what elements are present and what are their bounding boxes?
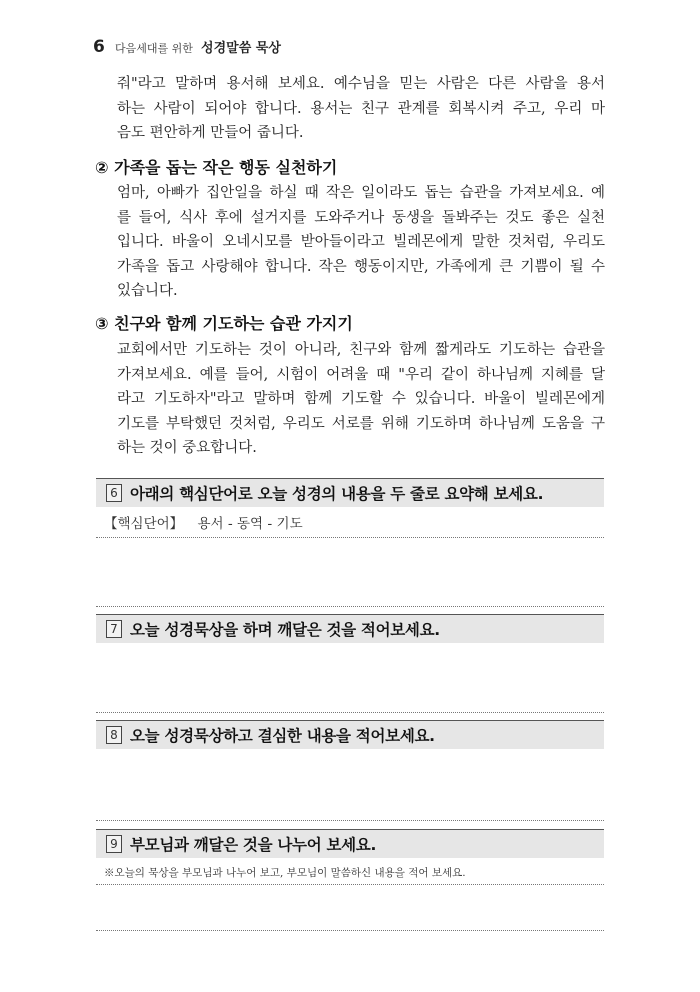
section-paragraph-prayer — [117, 338, 605, 461]
question-number: 7 — [106, 620, 122, 638]
paragraph-line: 입니다. 바울이 오네시모를 받아들이라고 빌레몬에게 말한 것처럼, 우리도 — [117, 234, 605, 250]
page-number: 6 — [93, 37, 105, 57]
paragraph-line: 를 들어, 식사 후에 설거지를 도와주거나 동생을 돌봐주는 것도 좋은 실천 — [117, 209, 605, 226]
paragraph-line: 하는 사람이 되어야 합니다. 용서는 친구 관계를 회복시켜 주고, 우리 마 — [117, 100, 605, 117]
question-text: 오늘 성경묵상하고 결심한 내용을 적어보세요. — [130, 727, 435, 745]
keywords-line — [104, 512, 303, 532]
intro-paragraph — [117, 72, 605, 146]
writing-line[interactable] — [96, 712, 604, 713]
section-heading-family: ② 가족을 돕는 작은 행동 실천하기 — [95, 158, 338, 177]
section-paragraph-family — [117, 181, 605, 304]
writing-line[interactable] — [96, 820, 604, 821]
keywords-label: 【핵심단어】 — [104, 516, 184, 532]
question-number: 6 — [106, 484, 122, 502]
question-text: 오늘 성경묵상을 하며 깨달은 것을 적어보세요. — [130, 621, 440, 639]
paragraph-line: 가져보세요. 예를 들어, 시험이 어려울 때 "우리 같이 하나님께 지혜를 달 — [117, 366, 605, 383]
paragraph-line: 가족을 돕고 사랑해야 합니다. 작은 행동이지만, 가족에게 큰 기쁨이 될 수 — [117, 258, 605, 275]
paragraph-line: 기도를 부탁했던 것처럼, 우리도 서로를 위해 기도하며 하나님께 도움을 구 — [117, 415, 605, 432]
page-header — [93, 37, 281, 57]
question-box-8 — [96, 720, 604, 749]
question-text: 아래의 핵심단어로 오늘 성경의 내용을 두 줄로 요약해 보세요. — [130, 485, 544, 503]
paragraph-line: 줘"라고 말하며 용서해 보세요. 예수님을 믿는 사람은 다른 사람을 용서 — [117, 76, 605, 92]
series-label: 다음세대를 위한 — [114, 42, 193, 55]
writing-line[interactable] — [96, 930, 604, 931]
paragraph-line: 하는 것이 중요합니다. — [117, 440, 257, 456]
paragraph-line: 엄마, 아빠가 집안일을 하실 때 작은 일이라도 돕는 습관을 가져보세요. 예 — [117, 185, 605, 201]
writing-line[interactable] — [96, 537, 604, 538]
paragraph-line: 교회에서만 기도하는 것이 아니라, 친구와 함께 짧게라도 기도하는 습관을 — [117, 342, 605, 358]
instruction-note: ※오늘의 묵상을 부모님과 나누어 보고, 부모님이 말씀하신 내용을 적어 보세요. — [104, 867, 466, 879]
paragraph-line: 있습니다. — [117, 283, 178, 299]
question-box-7 — [96, 614, 604, 643]
question-text: 부모님과 깨달은 것을 나누어 보세요. — [130, 836, 377, 854]
section-heading-prayer: ③ 친구와 함께 기도하는 습관 가지기 — [95, 314, 353, 333]
writing-line[interactable] — [96, 884, 604, 885]
question-number: 9 — [106, 835, 122, 853]
paragraph-line: 음도 편안하게 만들어 줍니다. — [117, 125, 304, 141]
writing-line[interactable] — [96, 606, 604, 607]
keywords-value: 용서 - 동역 - 기도 — [197, 516, 303, 532]
question-box-6 — [96, 478, 604, 507]
paragraph-line: 라고 기도하자"라고 말하며 함께 기도할 수 있습니다. 바울이 빌레몬에게 — [117, 391, 605, 407]
question-number: 8 — [106, 726, 122, 744]
question-box-9 — [96, 829, 604, 858]
book-title: 성경말씀 묵상 — [201, 41, 281, 56]
